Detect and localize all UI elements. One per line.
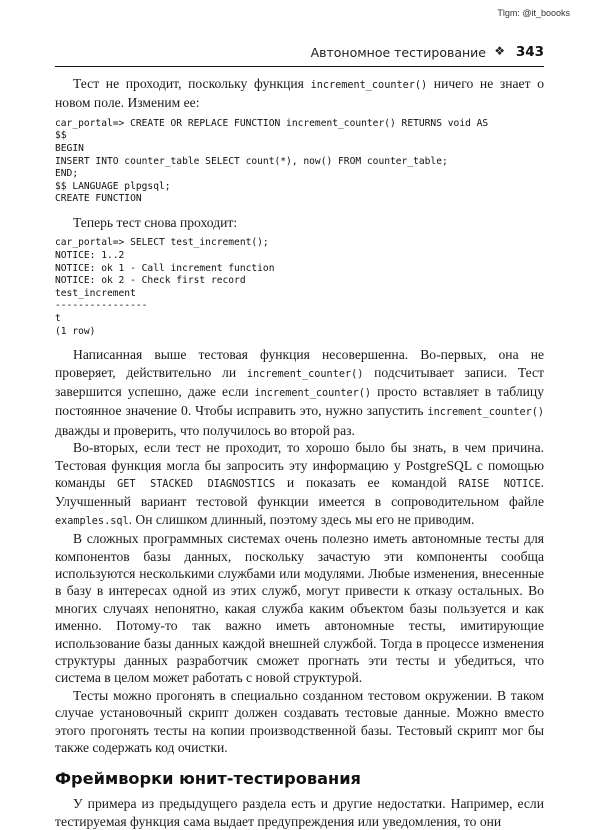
paragraph-4: [55, 439, 544, 530]
paragraph-7: У примера из предыдущего раздела есть и другие недостатки. Например, если тестируемая функция сама выдает предупреждения или уведомления, то они: [55, 796, 544, 829]
p1-inline-code: increment_counter(): [310, 80, 428, 91]
page-body: [55, 75, 544, 830]
paragraph-6: Тесты можно прогонять в специально созданном тестовом окружении. В таком случае установочный скрипт должен создавать тестовые данные. Можно вместо этого прогонять тесты на копии производственной базы. Тестовый скрипт мог бы также содержать код очистки.: [55, 687, 544, 756]
p3-inline-code-3: increment_counter(): [427, 407, 544, 419]
p1-text-b: ничего не знает о новом поле. Изменим ее:: [55, 76, 544, 111]
p4-text-a: Во-вторых, если тест не проходит, то хорошо было бы знать, в чем причина. Тестовая функция могла бы запросить эту информацию у PostgreSQL с помощью команды: [55, 440, 544, 490]
p3-inline-code-2: increment_counter(): [254, 387, 372, 399]
p1-text-a: Тест не проходит, поскольку функция: [73, 76, 311, 91]
paragraph-1: [55, 75, 544, 112]
p3-text-c: просто вставляет в таблицу постоянное значение 0. Чтобы исправить это, нужно запустить: [55, 383, 544, 419]
code-block-2: car_portal=> SELECT test_increment(); NOTICE: 1..2 NOTICE: ok 1 - Call increment function NOTICE: ok 2 - Check first record test_increment ---------------- t (1 row): [55, 237, 275, 337]
paragraph-5: В сложных программных системах очень полезно иметь автономные тесты для компонентов базы данных, поскольку зачастую эти компоненты сообща используются несколькими службами или модулями. Любые изменения, внесенные в базу в интересах одной из этих служб, могут привести к отказу остальных. Во многих случаях непонятно, какая служба каким объектом базы пользуется и как именно. Потому-то так важно иметь автономные тесты, имитирующие использование базы данных каждой внешней службой. Тогда в процессе изменения структуры данных разработчик сможет прогнать эти тесты и убедиться, что система в целом может работать с новой структурой.: [55, 531, 544, 686]
section-heading: Фреймворки юнит-тестирования: [55, 769, 361, 789]
p3-inline-code-1: increment_counter(): [246, 368, 364, 380]
p3-text-b: подсчитывает записи. Тест завершится успешно, даже если: [55, 364, 544, 399]
p3-text-d: дважды и проверить, что получилось во второй раз.: [55, 422, 355, 438]
header-separator-icon: ❖: [494, 44, 505, 58]
p4-text-d: . Он слишком длинный, поэтому здесь мы его не приводим.: [128, 511, 475, 527]
p4-inline-code-1: GET STACKED DIAGNOSTICS: [117, 478, 276, 490]
p4-inline-code-3: examples.sql: [55, 515, 129, 527]
header-rule: [55, 66, 544, 67]
p3-text-a: Написанная выше тестовая функция несовершенна. Во-первых, она не проверяет, действительно ли: [55, 347, 544, 380]
paragraph-2: Теперь тест снова проходит:: [73, 214, 238, 230]
page-number: 343: [515, 44, 544, 60]
p4-text-b: и показать ее командой: [275, 474, 459, 490]
p4-inline-code-2: RAISE NOTICE: [458, 478, 541, 490]
p4-text-c: . Улучшенный вариант тестовой функции имеется в сопроводительном файле: [55, 474, 544, 510]
paragraph-3: [55, 346, 544, 439]
corner-tag: Tlgm: @it_boooks: [497, 8, 570, 18]
running-header: [55, 43, 544, 63]
header-title: Автономное тестирование: [310, 45, 486, 60]
code-block-1: car_portal=> CREATE OR REPLACE FUNCTION increment_counter() RETURNS void AS $$ BEGIN INSERT INTO counter_table SELECT count(*), now() FROM counter_table; END; $$ LANGUAGE plpgsql; CREATE FUNCTION: [55, 117, 489, 205]
